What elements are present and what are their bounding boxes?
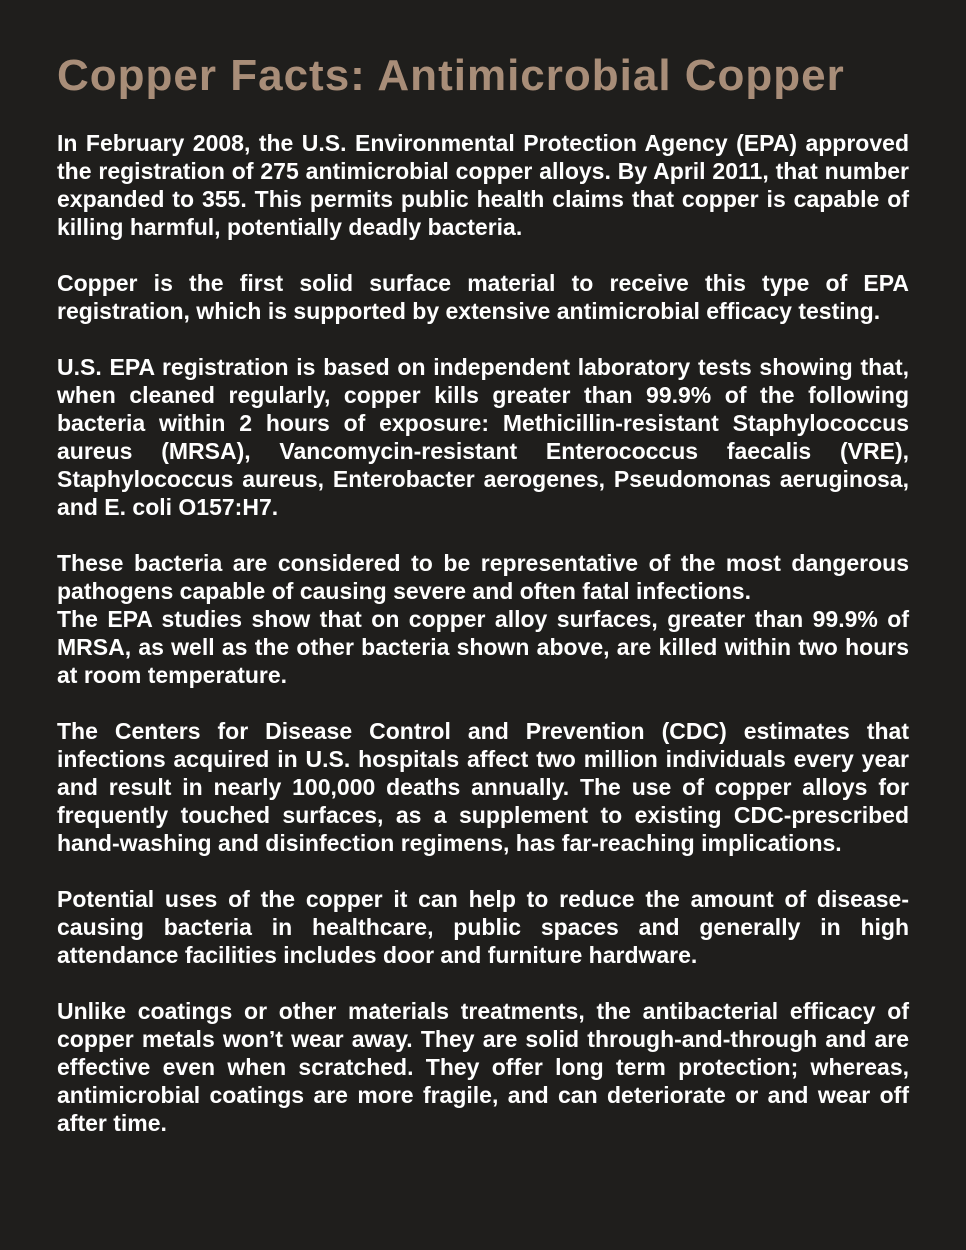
paragraph-cdc-estimates: The Centers for Disease Control and Prevention (CDC) estimates that infections acquired in U.S. hospitals affect two million individuals every year and result in nearly 100,000 deaths annually. The use of copper alloys for frequently touched surfaces, as a supplement to existing CDC-prescribed hand-washing and disinfection regimens, has far-reaching implications. (57, 718, 909, 856)
paragraph-potential-uses: Potential uses of the copper it can help to reduce the amount of disease-causing bacteria in healthcare, public spaces and generally in high attendance facilities includes door and furniture hardware. (57, 886, 909, 968)
paragraph-epa-registration: In February 2008, the U.S. Environmental Protection Agency (EPA) approved the registration of 275 antimicrobial copper alloys. By April 2011, that number expanded to 355. This permits public health claims that copper is capable of killing harmful, potentially deadly bacteria. (57, 130, 909, 240)
paragraph-first-solid-surface: Copper is the first solid surface material to receive this type of EPA registration, which is supported by extensive antimicrobial efficacy testing. (57, 270, 909, 324)
paragraph-laboratory-tests: U.S. EPA registration is based on independent laboratory tests showing that, when cleaned regularly, copper kills greater than 99.9% of the following bacteria within 2 hours of exposure: Methicillin-resistant Staphylococcus aureus (MRSA), Vancomycin-resistant Enterococcus faecalis (VRE), Staphylococcus aureus, Enterobacter aerogenes, Pseudomonas aeruginosa, and E. coli O157:H7. (57, 354, 909, 520)
paragraph-epa-studies: The EPA studies show that on copper alloy surfaces, greater than 99.9% of MRSA, as well as the other bacteria shown above, are killed within two hours at room temperature. (57, 606, 909, 688)
page-title: Copper Facts: Antimicrobial Copper (57, 51, 845, 100)
paragraph-dangerous-pathogens: These bacteria are considered to be representative of the most dangerous pathogens capable of causing severe and often fatal infections. (57, 550, 909, 604)
document-body (57, 129, 909, 1137)
paragraph-unlike-coatings: Unlike coatings or other materials treatments, the antibacterial efficacy of copper metals won’t wear away. They are solid through-and-through and are effective even when scratched. They offer long term protection; whereas, antimicrobial coatings are more fragile, and can deteriorate or and wear off after time. (57, 998, 909, 1136)
